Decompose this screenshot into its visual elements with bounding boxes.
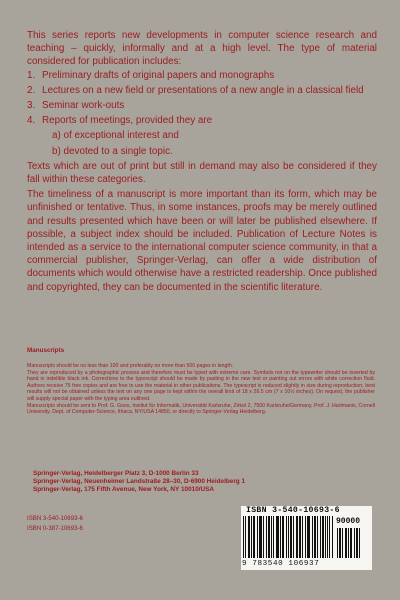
manuscripts-paragraph-2: They are reproduced by a photographic process and therefore must be typed with extreme care. Symbols not on the typewriter should be inserted by hand in indelible black ink. Corrections to the typescript should be made by pasting in the new text or painting out errors with white correction fluid. Authors receive 75 free copies and are free to use the material in other publications. The typescript is reduced slightly in size during reproduction; best results will not be obtained unless the text on any one page is kept within the overall limit of 18 x 26.5 cm (7 x 10½ inches). On request, the publisher will supply special paper with the typing area outlined. <box>27 369 375 402</box>
meeting-conditions <box>42 127 377 157</box>
isbn-line: ISBN 0-387-10693-6 <box>27 524 83 532</box>
list-number: 2. <box>27 84 36 96</box>
sublist-item: b) devoted to a single topic. <box>52 145 173 157</box>
address-line: Springer-Verlag, Heidelberger Platz 3, D-1000 Berlin 33 <box>33 470 199 477</box>
list-text: Lectures on a new field or presentations of a new angle in a classical field <box>42 84 364 96</box>
list-item <box>27 114 377 158</box>
series-description <box>27 29 377 294</box>
manuscripts-body <box>27 363 375 416</box>
publisher-addresses <box>33 470 373 495</box>
barcode-isbn-label: ISBN 3-540-10693-6 <box>246 506 340 515</box>
list-text: Reports of meetings, provided they are <box>42 115 213 127</box>
address-line: Springer-Verlag, 175 Fifth Avenue, New York, NY 10010/USA <box>33 486 215 494</box>
list-text: Preliminary drafts of original papers and monographs <box>42 69 275 81</box>
sublist-item: a) of exceptional interest and <box>52 130 179 142</box>
list-number: 4. <box>27 115 36 127</box>
intro-lead: This series reports new developments in computer science research and teaching – quickly, informally and at a high level. The type of material considered for publication includes: <box>27 30 377 68</box>
intro-paragraph-2: Texts which are out of print but still in demand may also be considered if they fall within these categories. <box>27 160 377 186</box>
material-list <box>27 69 377 158</box>
barcode-addon: 90000 <box>336 517 361 526</box>
list-item <box>27 84 377 97</box>
address-line: Springer-Verlag, Neuenheimer Landstraße 28–30, D-6900 Heidelberg 1 <box>33 478 246 486</box>
manuscripts-paragraph-1: Manuscripts should be no less than 100 and preferably no more than 500 pages in length. <box>27 363 234 369</box>
manuscripts-paragraph-3: Manuscripts should be sent to Prof. G. Goos, Institut für Informatik, Universität Karlsruhe, Zirkel 2, 7500 Karlsruhe/Germany, Prof. J. Hartmanis, Cornell University, Dept. of Computer-Science, Ithaca, NY/USA 14850, or directly to Springer-Verlag Heidelberg. <box>27 402 375 416</box>
list-number: 3. <box>27 100 36 112</box>
manuscripts-heading: Manuscripts <box>27 347 65 354</box>
list-item <box>27 69 377 82</box>
isbn-line: ISBN 3-540-10693-6 <box>27 515 83 522</box>
isbn-list <box>27 514 83 533</box>
intro-paragraph-3: The timeliness of a manuscript is more important than its form, which may be unfinished or tentative. Thus, in some instances, proofs may be merely outlined and results presented which have been or will later be published elsewhere. If possible, a subject index should be included. Publication of Lecture Notes is intended as a service to the international computer science community, in that a commercial publisher, Springer-Verlag, can offer a wide distribution of documents which would otherwise have a restricted readership. Once published and copyrighted, they can be documented in the scientific literature. <box>27 189 377 293</box>
list-number: 1. <box>27 69 36 81</box>
list-text: Seminar work-outs <box>42 100 125 112</box>
barcode-digits: 9 783540 106937 <box>242 560 320 568</box>
list-item <box>27 99 377 112</box>
